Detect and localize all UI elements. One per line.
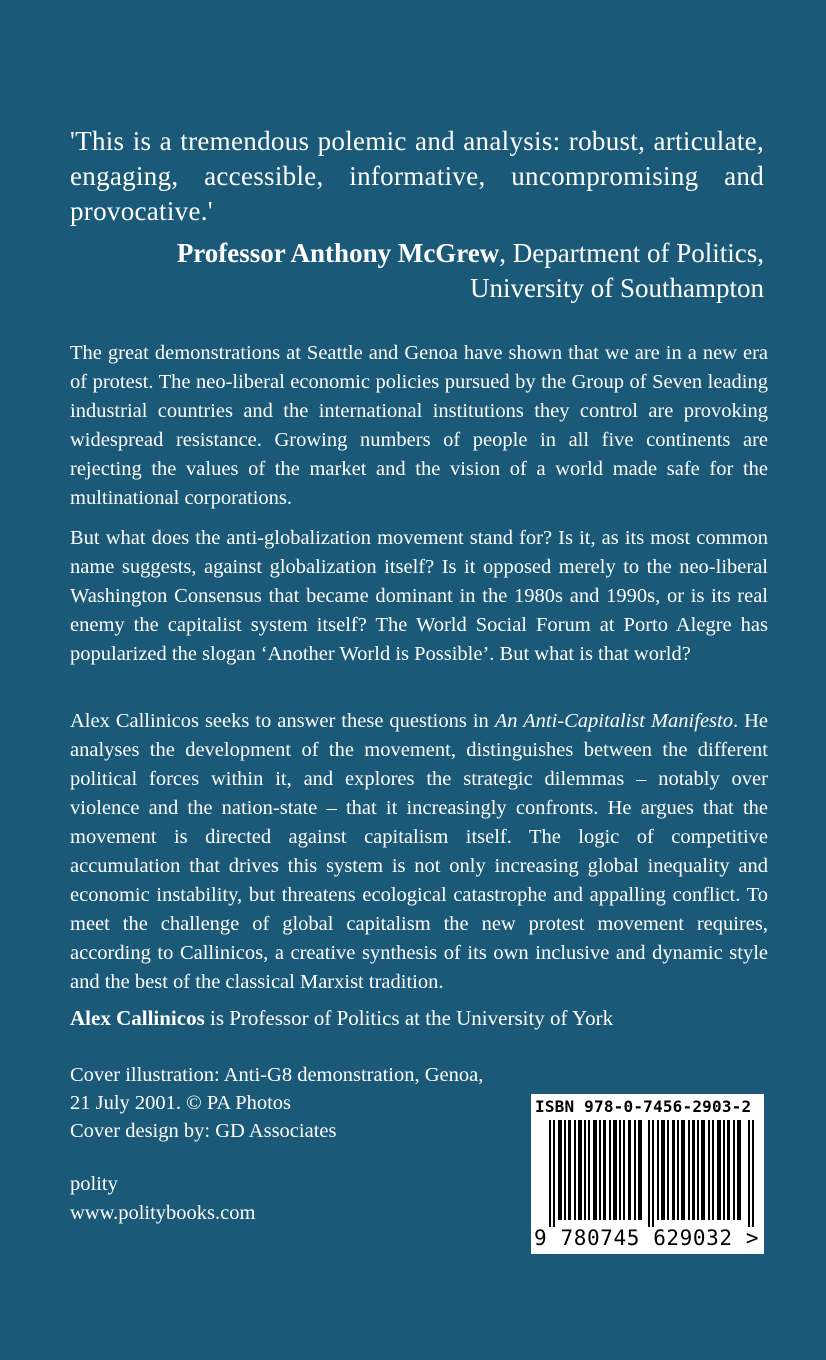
credit-line-3: Cover design by: GD Associates	[70, 1120, 337, 1142]
quote-text: 'This is a tremendous polemic and analysis: robust, articulate, engaging, accessible, informative, uncompromising and provocative.'	[70, 126, 764, 226]
endorsement-quote	[70, 124, 764, 229]
cover-credits	[70, 1061, 530, 1145]
blurb-paragraph-2: But what does the anti-globalization movement stand for? Is it, as its most common name suggests, against globalization itself? Is it opposed merely to the neo-liberal Washington Consensus that became dominant in the 1980s and 1990s, or is its real enemy the capitalist system itself? The World Social Forum at Porto Alegre has popularized the slogan ‘Another World is Possible’. But what is that world?	[70, 527, 768, 665]
publisher-name: polity	[70, 1173, 118, 1195]
barcode-digits: 9 780745 629032 >	[534, 1226, 760, 1250]
p3-intro: Alex Callinicos seeks to answer these questions in	[70, 710, 495, 732]
isbn-label: ISBN 978-0-7456-2903-2	[535, 1097, 752, 1116]
credit-line-1: Cover illustration: Anti-G8 demonstration, Genoa,	[70, 1064, 484, 1086]
quote-author-affiliation-1: , Department of Politics,	[499, 238, 764, 268]
isbn-barcode	[531, 1094, 764, 1254]
blurb-paragraph-3	[70, 707, 768, 997]
credit-line-2: 21 July 2001. © PA Photos	[70, 1092, 292, 1114]
author-name: Alex Callinicos	[70, 1006, 205, 1030]
barcode-bars-icon	[549, 1120, 754, 1227]
blurb-paragraph-1: The great demonstrations at Seattle and Genoa have shown that we are in a new era of protest. The neo-liberal economic policies pursued by the Group of Seven leading industrial countries and the international institutions they control are provoking widespread resistance. Growing numbers of people in all five continents are rejecting the values of the market and the vision of a world made safe for the multinational corporations.	[70, 342, 768, 509]
quote-attribution	[70, 236, 764, 306]
quote-author-affiliation-2: University of Southampton	[470, 273, 764, 303]
publisher-url: www.politybooks.com	[70, 1202, 256, 1224]
book-title: An Anti-Capitalist Manifesto	[494, 710, 733, 732]
quote-author-name: Professor Anthony McGrew	[176, 238, 500, 268]
publisher-info	[70, 1170, 470, 1228]
p3-rest: . He analyses the development of the movement, distinguishes between the different political forces within it, and explores the strategic dilemmas – notably over violence and the nation-state – that it increasingly confronts. He argues that the movement is directed against capitalism itself. The logic of competitive accumulation that drives this system is not only increasing global inequality and economic instability, but threatens ecological catastrophe and appalling conflict. To meet the challenge of global capitalism the new protest movement requires, according to Callinicos, a creative synthesis of its own inclusive and dynamic style and the best of the classical Marxist tradition.	[70, 710, 768, 993]
author-bio-text: is Professor of Politics at the University of York	[204, 1006, 614, 1030]
author-bio	[70, 1003, 770, 1033]
